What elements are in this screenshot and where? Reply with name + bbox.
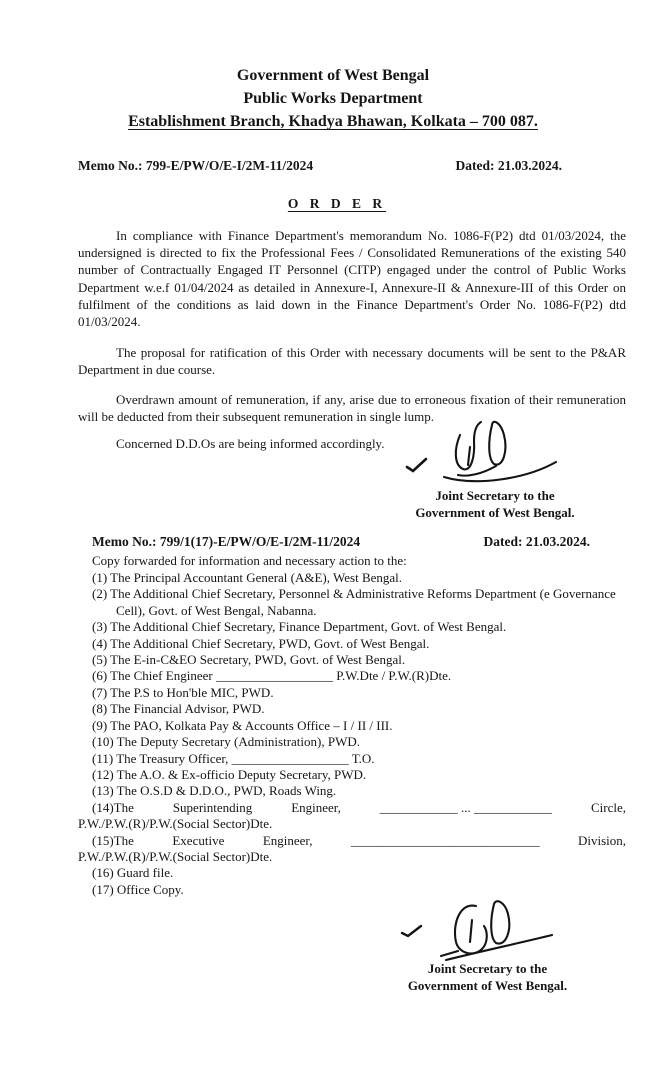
recipient-item: (7) The P.S to Hon'ble MIC, PWD. [92, 684, 274, 700]
memo2-row [92, 533, 626, 551]
signatory-designation [405, 487, 585, 521]
department-name: Public Works Department [243, 90, 423, 107]
recipient-item: (13) The O.S.D & D.D.O., PWD, Roads Wing. [92, 783, 337, 799]
document-header [78, 64, 626, 133]
signatory-designation [395, 960, 580, 994]
paragraph-concerned: Concerned D.D.Os are being informed accordingly. [116, 436, 385, 452]
recipient-segment: Engineer, [262, 832, 313, 848]
recipient-item: (10) The Deputy Secretary (Administration), PWD. [92, 734, 360, 750]
recipient-item [92, 833, 626, 849]
recipient-item-continuation: P.W./P.W.(R)/P.W.(Social Sector)Dte. [78, 816, 273, 832]
signatory-line2: Government of West Bengal. [415, 505, 575, 521]
signatory-line1: Joint Secretary to the [435, 488, 555, 504]
recipient-item: (17) Office Copy. [92, 881, 184, 897]
recipient-item: (3) The Additional Chief Secretary, Finance Department, Govt. of West Bengal. [92, 619, 507, 635]
forwarding-section [78, 533, 626, 898]
signatory-line1: Joint Secretary to the [427, 961, 548, 977]
recipient-item: (5) The E-in-C&EO Secretary, PWD, Govt. of West Bengal. [92, 652, 406, 668]
signature-scribble [430, 413, 570, 491]
org-name: Government of West Bengal [236, 67, 430, 84]
recipient-segment: ____________ ... ____________ [379, 799, 553, 815]
recipient-item: (6) The Chief Engineer __________________ P.W.Dte / P.W.(R)Dte. [92, 668, 452, 684]
copy-forwarded-line: Copy forwarded for information and necessary action to the: [92, 553, 407, 569]
order-heading [78, 195, 626, 213]
recipient-segment: Engineer, [291, 799, 341, 815]
branch-address: Establishment Branch, Khadya Bhawan, Kolkata – 700 087. [128, 113, 538, 130]
recipient-segment: _____________________________ [350, 832, 540, 848]
memo2-number: Memo No.: 799/1(17)-E/PW/O/E-I/2M-11/2024 [92, 534, 361, 550]
recipient-item: (4) The Additional Chief Secretary, PWD, Govt. of West Bengal. [92, 635, 430, 651]
order-title: O R D E R [287, 196, 387, 211]
recipient-segment: (14)The [92, 799, 134, 815]
recipient-segment: (15)The [92, 832, 134, 848]
recipient-item: (8) The Financial Advisor, PWD. [92, 701, 265, 717]
recipients-list [78, 570, 626, 898]
recipient-segment: Division, [577, 832, 626, 848]
signature-block-1 [78, 425, 626, 533]
recipient-segment: Superintending [172, 799, 253, 815]
recipient-item: (12) The A.O. & Ex-officio Deputy Secretary, PWD. [92, 766, 367, 782]
recipient-item: (2) The Additional Chief Secretary, Personnel & Administrative Reforms Department (e Governance Cell), Govt. of West Bengal, Nabanna. [92, 586, 616, 618]
memo1-number: Memo No.: 799-E/PW/O/E-I/2M-11/2024 [78, 158, 314, 173]
memo1-row [78, 157, 626, 175]
signatory-line2: Government of West Bengal. [407, 978, 568, 994]
memo1-date: Dated: 21.03.2024. [455, 158, 562, 173]
signature-block-2 [78, 898, 626, 1078]
paragraph-ratification: The proposal for ratification of this Order with necessary documents will be sent to the P&AR Department in due course. [78, 345, 626, 378]
recipient-item [92, 800, 626, 816]
checkmark-icon [405, 456, 429, 474]
recipient-item-continuation: P.W./P.W.(R)/P.W.(Social Sector)Dte. [78, 848, 273, 864]
paragraph-overdrawn: Overdrawn amount of remuneration, if any, arise due to erroneous fixation of their remuneration will be deducted from their subsequent remuneration in single lump. [78, 391, 626, 424]
memo2-date: Dated: 21.03.2024. [483, 534, 590, 550]
signature-scribble [428, 894, 563, 968]
recipient-item: (1) The Principal Accountant General (A&E), West Bengal. [92, 570, 403, 586]
recipient-item: (16) Guard file. [92, 865, 174, 881]
checkmark-icon [400, 923, 424, 939]
recipient-segment: Executive [172, 832, 225, 848]
recipient-item: (9) The PAO, Kolkata Pay & Accounts Office – I / II / III. [92, 717, 393, 733]
paragraph-compliance: In compliance with Finance Department's memorandum No. 1086-F(P2) dtd 01/03/2024, the undersigned is directed to fix the Professional Fees / Consolidated Remunerations of the existing 540 number of Contractually Engaged IT Personnel (CITP) engaged under the control of Public Works Department w.e.f 01/04/2024 as detailed in Annexure-I, Annexure-II & Annexure-III of this Order on fulfilment of the conditions as laid down in the Finance Department's Order No. 1086-F(P2) dtd 01/03/2024. [78, 228, 626, 330]
recipient-item: (11) The Treasury Officer, __________________ T.O. [92, 750, 375, 766]
recipient-segment: Circle, [590, 799, 626, 815]
